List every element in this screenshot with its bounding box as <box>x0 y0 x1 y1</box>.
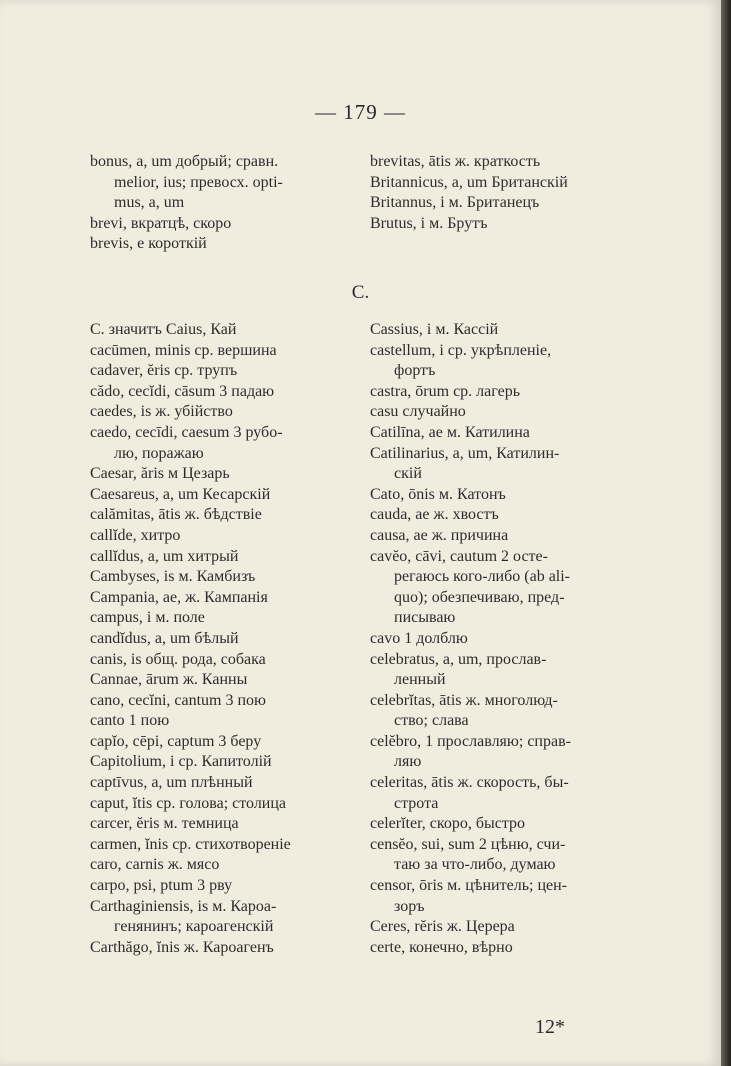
dictionary-entry <box>90 608 352 629</box>
entry-headword-line: cacūmen, minis ср. вершина <box>90 341 277 359</box>
dictionary-entry <box>90 650 352 671</box>
dictionary-entry <box>370 917 648 938</box>
dictionary-entry <box>370 193 648 214</box>
entry-headword-line: castellum, i ср. укрѣпленіе, <box>370 341 552 359</box>
dictionary-entry <box>370 214 648 235</box>
entry-headword-line: celĕbro, 1 прославляю; справ- <box>370 732 571 750</box>
dictionary-entry <box>90 670 352 691</box>
entry-continuation-line: ство; слава <box>394 712 469 730</box>
entry-headword-line: Cambyses, is м. Камбизъ <box>90 568 256 586</box>
dictionary-entry <box>90 752 352 773</box>
top-right-column <box>370 152 648 234</box>
printer-signature-mark: 12* <box>535 1016 565 1038</box>
dictionary-entry <box>370 423 648 444</box>
entry-headword-line: campus, i м. поле <box>90 609 205 627</box>
dictionary-entry <box>90 629 352 650</box>
main-right-column <box>370 320 648 958</box>
entry-headword-line: Capitolium, i ср. Капитолій <box>90 753 272 771</box>
dictionary-entry <box>370 814 648 835</box>
dictionary-entry <box>370 444 648 485</box>
dictionary-entry <box>90 691 352 712</box>
entry-headword-line: cano, cecĭni, cantum 3 пою <box>90 691 267 709</box>
entry-headword-line: cadaver, ĕris ср. трупъ <box>90 362 238 380</box>
entry-headword-line: causa, ae ж. причина <box>370 526 509 544</box>
entry-headword-line: cavo 1 долблю <box>370 629 468 647</box>
entry-headword-line: casu случайно <box>370 403 466 421</box>
entry-headword-line: cauda, ae ж. хвостъ <box>370 506 499 524</box>
entry-continuation-line: лю, поражаю <box>114 444 204 462</box>
entry-headword-line: celebratus, a, um, прослав- <box>370 650 547 668</box>
entry-headword-line: celebrĭtas, ātis ж. многолюд- <box>370 691 558 709</box>
entry-continuation-line: скій <box>394 465 422 483</box>
dictionary-entry <box>370 773 648 814</box>
dictionary-entry <box>90 567 352 588</box>
entry-continuation-line: ленный <box>394 671 446 689</box>
dictionary-entry <box>90 402 352 423</box>
entry-continuation-line: таю за что-либо, думаю <box>394 856 556 874</box>
entry-headword-line: censor, ōris м. цѣнитель; цен- <box>370 877 567 895</box>
entry-headword-line: candĭdus, a, um бѣлый <box>90 629 239 647</box>
dictionary-entry <box>90 814 352 835</box>
dictionary-entry <box>370 547 648 629</box>
dictionary-entry <box>90 855 352 876</box>
entry-headword-line: Campania, ae, ж. Кампанія <box>90 588 268 606</box>
entry-headword-line: Britannus, i м. Британецъ <box>370 194 540 212</box>
entry-headword-line: C. значитъ Caius, Кай <box>90 321 237 338</box>
entry-headword-line: Catilīna, ae м. Катилина <box>370 423 530 441</box>
dictionary-entry <box>90 835 352 856</box>
dictionary-entry <box>370 691 648 732</box>
entry-headword-line: calămitas, ātis ж. бѣдствіе <box>90 506 262 524</box>
dictionary-entry <box>370 876 648 917</box>
entry-headword-line: Caesareus, a, um Кесарскій <box>90 485 271 503</box>
entry-headword-line: capĭo, cēpi, captum 3 беру <box>90 732 262 750</box>
dictionary-entry <box>90 711 352 732</box>
dictionary-entry <box>370 320 648 341</box>
entry-headword-line: caedo, cecīdi, caesum 3 рубо- <box>90 423 283 441</box>
entry-headword-line: bonus, a, um добрый; сравн. <box>90 153 279 170</box>
dictionary-entry <box>90 361 352 382</box>
dictionary-entry <box>370 382 648 403</box>
dictionary-entry <box>90 938 352 959</box>
entry-headword-line: carcer, ĕris м. темница <box>90 815 239 833</box>
dictionary-entry <box>370 173 648 194</box>
entry-headword-line: callĭde, хитро <box>90 526 181 544</box>
entry-headword-line: canis, is общ. рода, собака <box>90 650 266 668</box>
entry-headword-line: Brutus, i м. Брутъ <box>370 214 488 232</box>
entry-headword-line: certe, конечно, вѣрно <box>370 938 513 956</box>
dictionary-entry <box>370 938 648 959</box>
top-left-column <box>90 152 352 255</box>
entry-headword-line: caro, carnis ж. мясо <box>90 856 220 874</box>
entry-continuation-line: quo); обезпечиваю, пред- <box>394 588 565 606</box>
dictionary-entry <box>370 732 648 773</box>
entry-headword-line: Cannae, ārum ж. Канны <box>90 671 248 689</box>
entry-continuation-line: ляю <box>394 753 422 771</box>
dictionary-entry <box>370 650 648 691</box>
dictionary-entry <box>370 835 648 876</box>
page-number-header: — 179 — <box>315 100 406 124</box>
entry-headword-line: caedes, is ж. убійство <box>90 403 233 421</box>
entry-headword-line: censĕo, sui, sum 2 цѣню, счи- <box>370 835 566 853</box>
dictionary-entry <box>370 505 648 526</box>
entry-headword-line: callĭdus, a, um хитрый <box>90 547 239 565</box>
entry-headword-line: Caesar, ăris м Цезарь <box>90 465 230 483</box>
dictionary-entry <box>90 152 352 214</box>
entry-headword-line: celerĭter, скоро, быстро <box>370 815 525 833</box>
dictionary-entry <box>90 214 352 235</box>
dictionary-entry <box>90 423 352 464</box>
dictionary-entry <box>90 897 352 938</box>
entry-continuation-line: генянинъ; кароагенскій <box>114 918 274 936</box>
entry-headword-line: brevitas, ātis ж. краткость <box>370 153 541 170</box>
entry-headword-line: cădo, cecĭdi, cāsum 3 падаю <box>90 382 275 400</box>
dictionary-entry <box>90 320 352 341</box>
entry-headword-line: celeritas, ātis ж. скорость, бы- <box>370 774 569 792</box>
dictionary-entry <box>370 402 648 423</box>
entry-headword-line: Cassius, i м. Кассій <box>370 321 499 338</box>
entry-continuation-line: mus, a, um <box>114 194 185 212</box>
dictionary-entry <box>370 485 648 506</box>
dictionary-entry <box>370 152 648 173</box>
entry-headword-line: Catilinarius, a, um, Катилин- <box>370 444 560 462</box>
entry-continuation-line: строта <box>394 794 439 812</box>
dictionary-entry <box>90 382 352 403</box>
entry-headword-line: canto 1 пою <box>90 712 170 730</box>
entry-headword-line: Carthăgo, ĭnis ж. Кароагенъ <box>90 938 274 956</box>
dictionary-entry <box>370 629 648 650</box>
entry-continuation-line: melior, ius; превосх. opti- <box>114 173 283 191</box>
entry-headword-line: captīvus, a, um плѣнный <box>90 774 253 792</box>
entry-continuation-line: фортъ <box>394 362 436 380</box>
entry-continuation-line: зоръ <box>394 897 425 915</box>
entry-headword-line: caput, ĭtis ср. голова; столица <box>90 794 287 812</box>
dictionary-entry <box>370 341 648 382</box>
dictionary-entry <box>90 732 352 753</box>
entry-headword-line: carmen, ĭnis ср. стихотвореніе <box>90 835 291 853</box>
dictionary-entry <box>370 526 648 547</box>
dictionary-entry <box>90 234 352 255</box>
entry-headword-line: brevis, e короткій <box>90 235 207 253</box>
dictionary-entry <box>90 794 352 815</box>
entry-headword-line: Britannicus, a, um Британскій <box>370 173 568 191</box>
dictionary-entry <box>90 464 352 485</box>
dictionary-entry <box>90 773 352 794</box>
entry-continuation-line: писываю <box>394 609 456 627</box>
dictionary-entry <box>90 505 352 526</box>
dictionary-entry <box>90 588 352 609</box>
entry-continuation-line: регаюсь кого-либо (ab ali- <box>394 568 571 586</box>
entry-headword-line: Carthaginiensis, is м. Кароа- <box>90 897 277 915</box>
main-left-column <box>90 320 352 958</box>
entry-headword-line: castra, ōrum ср. лагерь <box>370 382 521 400</box>
entry-headword-line: brevi, вкратцѣ, скоро <box>90 214 232 232</box>
page-edge-shadow <box>721 0 731 1066</box>
entry-headword-line: carpo, psi, ptum 3 рву <box>90 877 233 895</box>
dictionary-entry <box>90 526 352 547</box>
section-letter-heading: C. <box>351 282 370 303</box>
entry-headword-line: cavĕo, cāvi, cautum 2 осте- <box>370 547 548 565</box>
entry-headword-line: Cato, ōnis м. Катонъ <box>370 485 506 503</box>
dictionary-entry <box>90 485 352 506</box>
dictionary-entry <box>90 341 352 362</box>
dictionary-entry <box>90 547 352 568</box>
entry-headword-line: Ceres, rĕris ж. Церера <box>370 918 515 936</box>
dictionary-entry <box>90 876 352 897</box>
